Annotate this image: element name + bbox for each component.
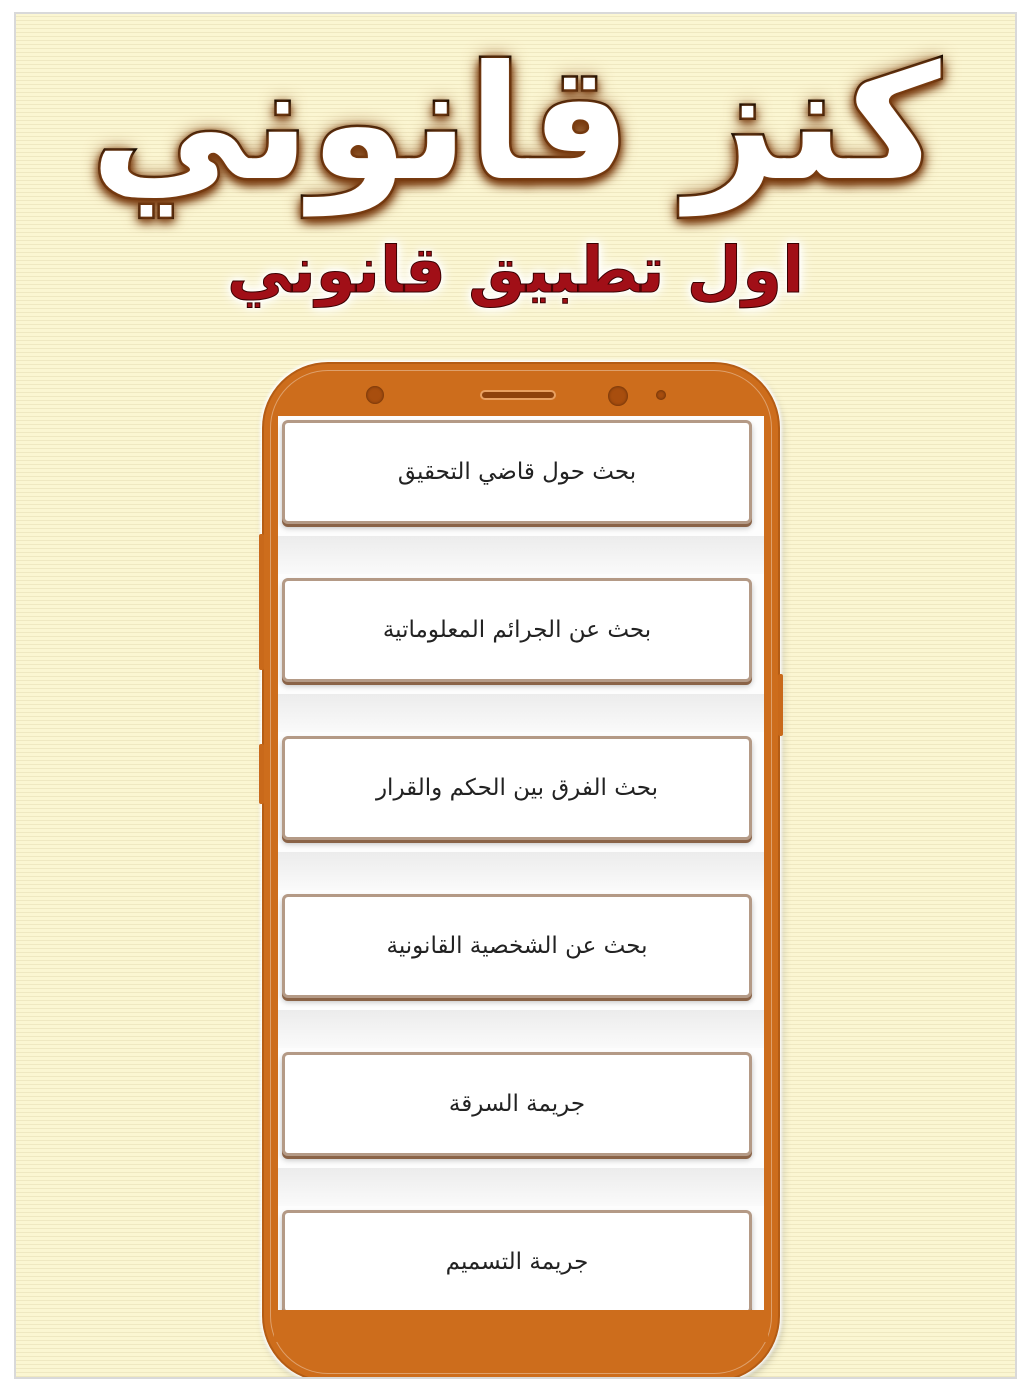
topic-button[interactable] [282,578,752,682]
app-title: كنز قانوني [90,32,941,216]
topics-list [278,416,764,1312]
topic-button[interactable] [282,736,752,840]
phone-mockup [264,364,778,1379]
app-subtitle: اول تطبيق قانوني [227,234,804,308]
list-item [278,1206,764,1312]
topic-label: جريمة التسميم [445,1249,589,1275]
volume-button [259,534,264,670]
speaker-icon [482,392,554,398]
topic-label: بحث عن الشخصية القانونية [386,933,648,959]
sensor-icon [656,390,666,400]
topic-button[interactable] [282,1210,752,1312]
list-item [278,1048,764,1206]
list-item [278,416,764,574]
camera-icon [608,386,628,406]
phone-screen [278,416,764,1312]
topic-label: جريمة السرقة [448,1091,586,1117]
topic-label: بحث عن الجرائم المعلوماتية [382,617,652,643]
power-button [778,674,783,736]
topic-label: بحث حول قاضي التحقيق [397,459,637,485]
topic-button[interactable] [282,894,752,998]
camera-icon [366,386,384,404]
list-item [278,574,764,732]
bixby-button [259,744,264,804]
topic-label: بحث الفرق بين الحكم والقرار [375,775,659,801]
list-item [278,890,764,1048]
promo-frame [14,12,1017,1379]
list-item [278,732,764,890]
phone-chin [274,1310,768,1342]
topic-button[interactable] [282,1052,752,1156]
topic-button[interactable] [282,420,752,524]
